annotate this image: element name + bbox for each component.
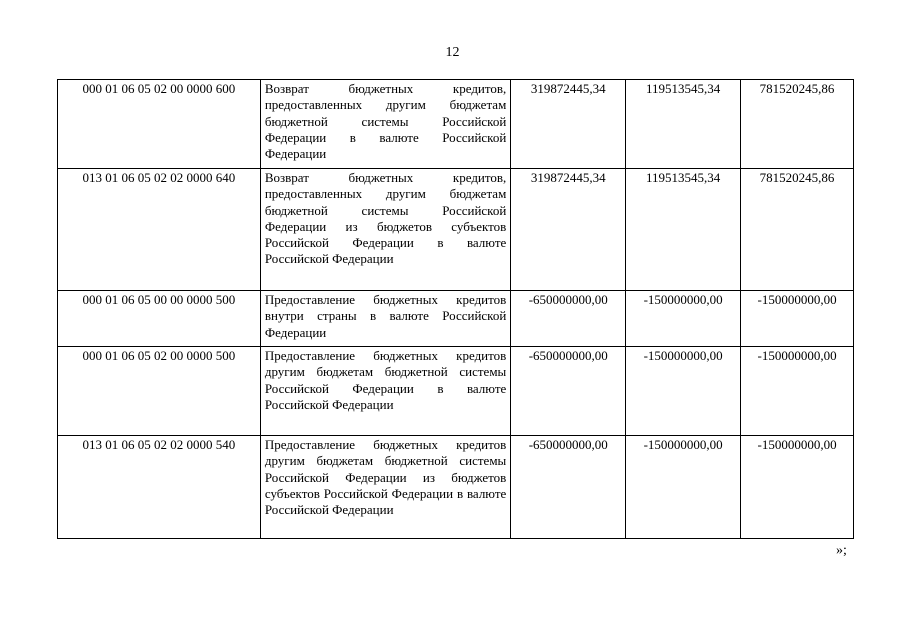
- amount-year1-cell: -650000000,00: [511, 436, 626, 539]
- budget-code-cell: 000 01 06 05 00 00 0000 500: [58, 291, 261, 347]
- budget-code-cell: 013 01 06 05 02 02 0000 640: [58, 169, 261, 291]
- description-cell: Предоставление бюджетных кредитов внутри страны в валюте Российской Федерации: [260, 291, 510, 347]
- table-row: [58, 436, 854, 539]
- amount-year2-cell: -150000000,00: [626, 291, 741, 347]
- table-row: [58, 347, 854, 436]
- amount-year3-cell: 781520245,86: [741, 80, 854, 169]
- description-cell: Возврат бюджетных кредитов, предоставленных другим бюджетам бюджетной системы Российской Федерации из бюджетов субъектов Российской Федерации в валюте Российской Федерации: [260, 169, 510, 291]
- closing-quote-mark: »;: [836, 543, 847, 558]
- page-number: 12: [445, 45, 460, 60]
- description-cell: Предоставление бюджетных кредитов другим бюджетам бюджетной системы Российской Федерации из бюджетов субъектов Российской Федерации в валюте Российской Федерации: [260, 436, 510, 539]
- description-cell: Предоставление бюджетных кредитов другим бюджетам бюджетной системы Российской Федерации в валюте Российской Федерации: [260, 347, 510, 436]
- table-row: [58, 80, 854, 169]
- budget-sources-table: [57, 79, 854, 539]
- amount-year2-cell: 119513545,34: [626, 169, 741, 291]
- budget-code-cell: 013 01 06 05 02 02 0000 540: [58, 436, 261, 539]
- amount-year3-cell: 781520245,86: [741, 169, 854, 291]
- amount-year3-cell: -150000000,00: [741, 436, 854, 539]
- budget-code-cell: 000 01 06 05 02 00 0000 500: [58, 347, 261, 436]
- table-row: [58, 291, 854, 347]
- amount-year1-cell: 319872445,34: [511, 169, 626, 291]
- amount-year3-cell: -150000000,00: [741, 347, 854, 436]
- table-row: [58, 169, 854, 291]
- amount-year1-cell: -650000000,00: [511, 347, 626, 436]
- description-cell: Возврат бюджетных кредитов, предоставленных другим бюджетам бюджетной системы Российской Федерации в валюте Российской Федерации: [260, 80, 510, 169]
- amount-year2-cell: -150000000,00: [626, 436, 741, 539]
- amount-year2-cell: -150000000,00: [626, 347, 741, 436]
- budget-code-cell: 000 01 06 05 02 00 0000 600: [58, 80, 261, 169]
- amount-year1-cell: -650000000,00: [511, 291, 626, 347]
- amount-year2-cell: 119513545,34: [626, 80, 741, 169]
- amount-year3-cell: -150000000,00: [741, 291, 854, 347]
- amount-year1-cell: 319872445,34: [511, 80, 626, 169]
